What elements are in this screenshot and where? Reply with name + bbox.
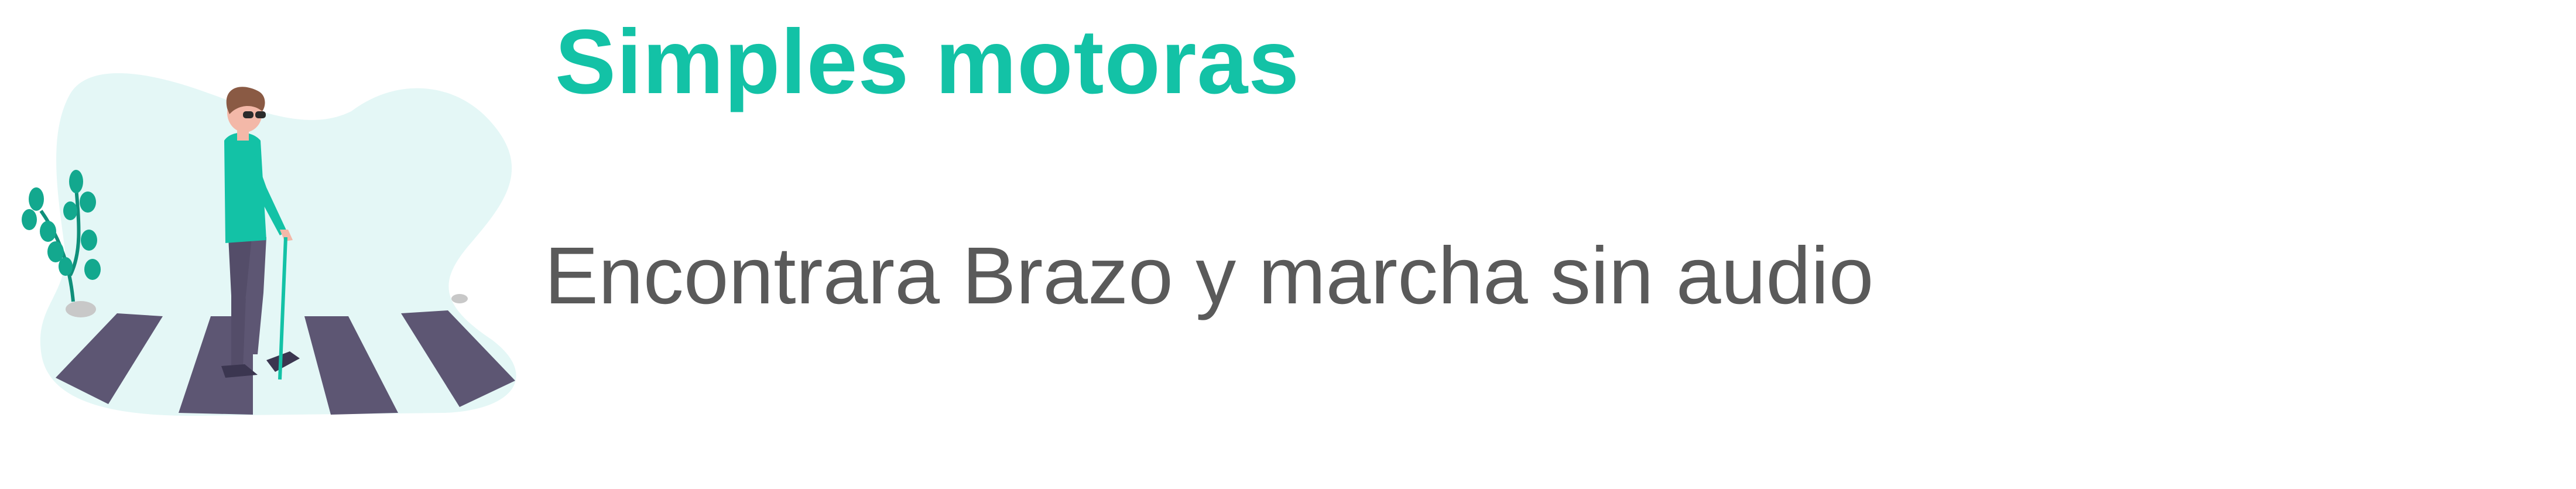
blind-person-crossing-icon xyxy=(0,0,539,422)
rock xyxy=(451,294,468,303)
page-title: Simples motoras xyxy=(555,11,1300,113)
page-subtitle: Encontrara Brazo y marcha sin audio xyxy=(544,231,1874,321)
rock xyxy=(66,301,96,317)
